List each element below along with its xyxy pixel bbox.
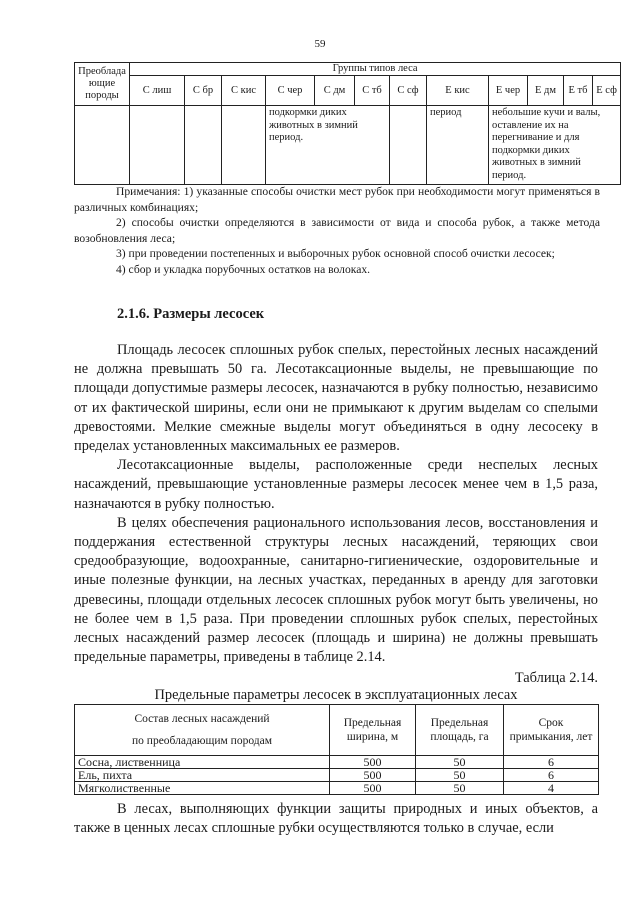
- header-composition-line2: по преобладающим породам: [132, 735, 272, 747]
- table-label: Таблица 2.14.: [514, 670, 598, 686]
- col-header: С бр: [185, 76, 222, 106]
- table-cell: [222, 106, 266, 185]
- row-term: 4: [504, 782, 599, 795]
- header-composition-line1: Состав лесных насаждений: [134, 713, 270, 725]
- row-width: 500: [330, 756, 416, 769]
- note-line: 4) сбор и укладка порубочных остатков на волоках.: [116, 262, 371, 276]
- header-area: Предельная площадь, га: [416, 705, 504, 756]
- header-dominant-species: Преоблада ющие породы: [75, 63, 130, 106]
- col-header: С дм: [315, 76, 355, 106]
- limits-table: [74, 704, 599, 795]
- header-width: Предельная ширина, м: [330, 705, 416, 756]
- row-area: 50: [416, 782, 504, 795]
- body-text: [74, 341, 598, 667]
- cell-s-cher: подкормки диких животных в зимний период.: [266, 106, 390, 185]
- col-header: Е тб: [564, 76, 593, 106]
- paragraph: В лесах, выполняющих функции защиты природных и иных объектов, а также в ценных лесах сплошные рубки осуществляются только в случае, если: [74, 801, 598, 837]
- table-row: [75, 769, 599, 782]
- forest-types-table: [74, 62, 621, 185]
- notes-block: [74, 184, 600, 277]
- col-header: Е дм: [528, 76, 564, 106]
- table-row: [75, 782, 599, 795]
- note-line: 2) способы очистки определяются в зависимости от вида и способа рубок, а также метода возобновления леса;: [74, 216, 600, 245]
- header-composition: [75, 705, 330, 756]
- row-width: 500: [330, 769, 416, 782]
- col-header: Е кис: [427, 76, 489, 106]
- paragraph: В целях обеспечения рационального использования лесов, восстановления и поддержания естественной структуры лесных насаждений, теряющих свои средообразующие, водоохранные, санитарно-гигиенические, оздоровительные и иные полезные функции, на лесных участках, переданных в аренду для заготовки древесины, площади отдельных лесосек сплошных рубок могут быть увеличены, но не более чем в 1,5 раза. При проведении сплошных рубок спелых, перестойных лесных насаждений размер лесосек (площадь и ширина) не должны превышать предельные параметры, приведены в таблице 2.14.: [74, 514, 598, 666]
- col-header: Е чер: [489, 76, 528, 106]
- note-line: Примечания: 1) указанные способы очистки мест рубок при необходимости могут применяться в различных комбинациях;: [74, 185, 600, 214]
- row-name: Ель, пихта: [75, 769, 330, 782]
- cell-e-cher: небольшие кучи и валы, оставление их на перегнивание и для подкормки диких животных в зимний период.: [489, 106, 621, 185]
- note-line: 3) при проведении постепенных и выборочных рубок основной способ очистки лесосек;: [116, 247, 555, 260]
- paragraph: Площадь лесосек сплошных рубок спелых, перестойных лесных насаждений не должна превышать 50 га. Лесотаксационные выделы, не превышающие по площади допустимые размеры лесосек, назначаются в рубку полностью, независимо от их фактической ширины, если они не примыкают к другим выделам со спелыми древостоями. Мелкие смежные выделы могут объединяться в одну лесосеку в пределах установленных максимальных ее размеров.: [74, 342, 598, 455]
- row-name: Мягколиственные: [75, 782, 330, 795]
- header-forest-groups: Группы типов леса: [130, 63, 621, 76]
- col-header: С тб: [355, 76, 390, 106]
- cell-e-kis: период: [427, 106, 489, 185]
- table-cell: [75, 106, 130, 185]
- table-title: Предельные параметры лесосек в эксплуатационных лесах: [154, 687, 518, 703]
- row-area: 50: [416, 756, 504, 769]
- paragraph: Лесотаксационные выделы, расположенные среди неспелых лесных насаждений, превышающие установленные размеры лесосек менее чем в 1,5 раза, назначаются в рубку полностью.: [74, 457, 598, 512]
- col-header: Е сф: [593, 76, 621, 106]
- col-header: С кис: [222, 76, 266, 106]
- final-text: [74, 800, 598, 838]
- table-cell: [185, 106, 222, 185]
- row-term: 6: [504, 756, 599, 769]
- row-term: 6: [504, 769, 599, 782]
- row-name: Сосна, лиственница: [75, 756, 330, 769]
- section-heading: 2.1.6. Размеры лесосек: [117, 306, 265, 322]
- row-width: 500: [330, 782, 416, 795]
- page-number: 59: [314, 38, 326, 50]
- col-header: С сф: [390, 76, 427, 106]
- col-header: С лиш: [130, 76, 185, 106]
- table-cell: [390, 106, 427, 185]
- row-area: 50: [416, 769, 504, 782]
- col-header: С чер: [266, 76, 315, 106]
- table-cell: [130, 106, 185, 185]
- table-row: [75, 756, 599, 769]
- header-term: Срок примыкания, лет: [504, 705, 599, 756]
